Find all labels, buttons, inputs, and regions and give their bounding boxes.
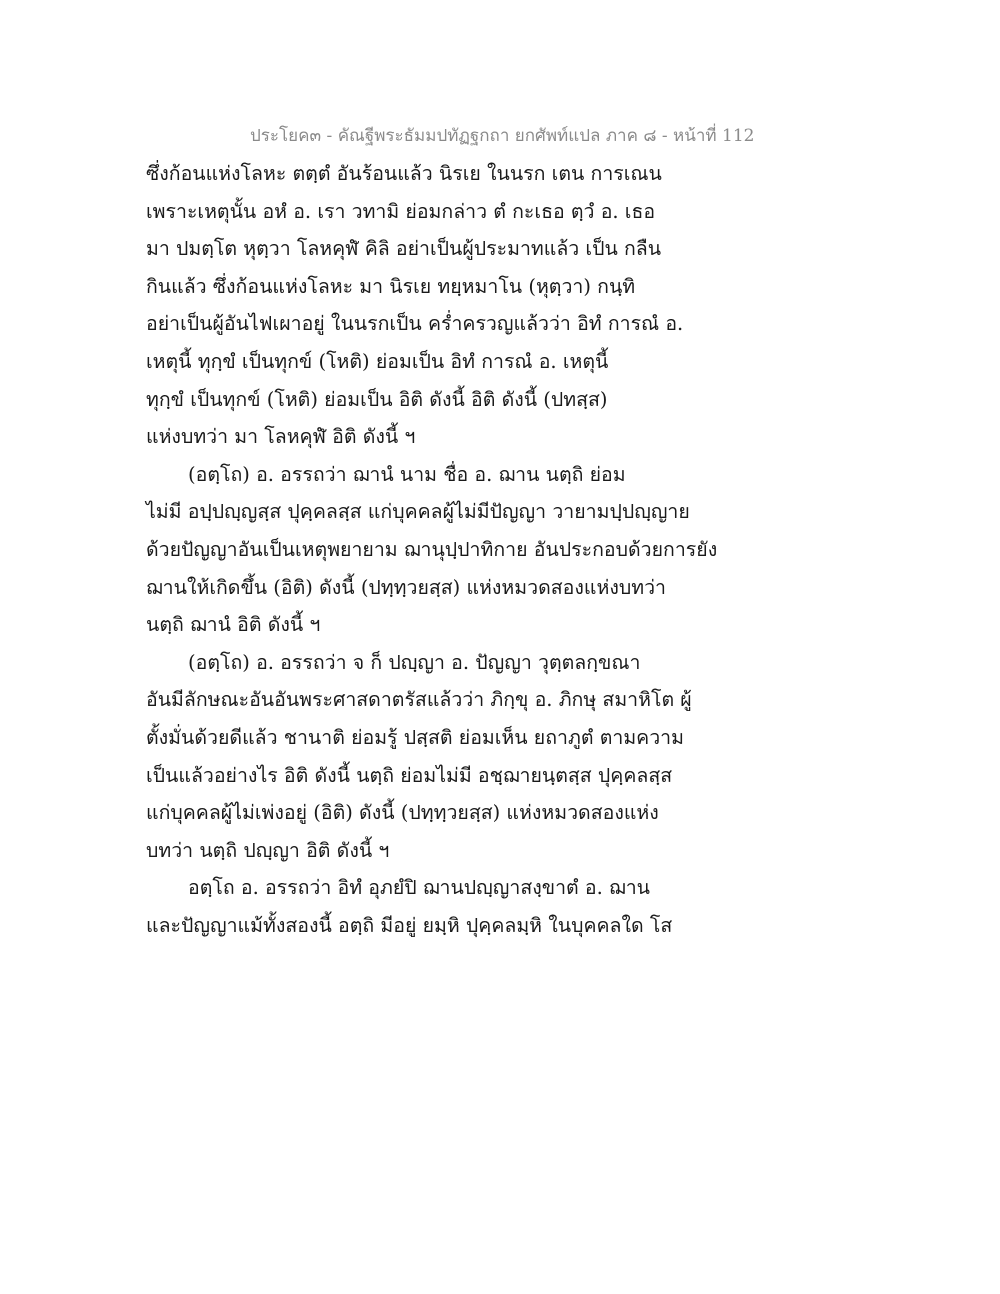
body-text	[146, 160, 718, 949]
text-line: ด้วยปัญญาอันเป็นเหตุพยายาม ฌานุปฺปาทิกาย อันประกอบด้วยการยัง	[146, 537, 718, 561]
text-line-paragraph-start: อตฺโถ อ. อรรถว่า อิทํ อุภยํปิ ฌานปญฺญาสงฺขาตํ อ. ฌาน	[188, 876, 650, 900]
text-line: อย่าเป็นผู้อันไฟเผาอยู่ ในนรกเป็น คร่ำครวญแล้วว่า อิทํ การณํ อ.	[146, 312, 684, 336]
text-line: นตฺถิ ฌานํ อิติ ดังนี้ ฯ	[146, 613, 321, 637]
text-line: กินแล้ว ซึ่งก้อนแห่งโลหะ มา นิรเย ทยฺหมาโน (หุตฺวา) กนฺทิ	[146, 274, 636, 298]
text-line: ฌานให้เกิดขึ้น (อิติ) ดังนี้ (ปทฺทฺวยสฺส) แห่งหมวดสองแห่งบทว่า	[146, 575, 666, 599]
text-line: มา ปมตฺโต หุตฺวา โลหคุฬํ คิลิ อย่าเป็นผู้ประมาทแล้ว เป็น กลืน	[146, 237, 662, 261]
text-line: เหตุนี้ ทุกฺขํ เป็นทุกข์ (โหติ) ย่อมเป็น อิทํ การณํ อ. เหตุนี้	[146, 349, 609, 373]
text-line-paragraph-start: (อตฺโถ) อ. อรรถว่า จ ก็ ปญฺญา อ. ปัญญา วุตฺตลกฺขณา	[188, 650, 641, 674]
text-line: และปัญญาแม้ทั้งสองนี้ อตฺถิ มีอยู่ ยมฺหิ ปุคฺคลมฺหิ ในบุคคลใด โส	[146, 913, 673, 937]
text-line: บทว่า นตฺถิ ปญฺญา อิติ ดังนี้ ฯ	[146, 838, 390, 862]
text-line: ซึ่งก้อนแห่งโลหะ ตตฺตํ อันร้อนแล้ว นิรเย ในนรก เตน การเณน	[146, 162, 662, 185]
text-line: แก่บุคคลผู้ไม่เพ่งอยู่ (อิติ) ดังนี้ (ปทฺทฺวยสฺส) แห่งหมวดสองแห่ง	[146, 801, 659, 825]
text-line: ทุกฺขํ เป็นทุกข์ (โหติ) ย่อมเป็น อิติ ดังนี้ อิติ ดังนี้ (ปทสฺส)	[146, 387, 608, 411]
text-line-paragraph-start: (อตฺโถ) อ. อรรถว่า ฌานํ นาม ชื่อ อ. ฌาน นตฺถิ ย่อม	[188, 462, 626, 486]
text-line: แห่งบทว่า มา โลหคุฬํ อิติ ดังนี้ ฯ	[146, 425, 416, 449]
text-line: เป็นแล้วอย่างไร อิติ ดังนี้ นตฺถิ ย่อมไม่มี อชฺฌายนฺตสฺส ปุคฺคลสฺส	[146, 763, 673, 787]
text-line: อันมีลักษณะอันอันพระศาสดาตรัสแล้วว่า ภิกฺขุ อ. ภิกษุ สมาหิโต ผู้	[146, 688, 692, 712]
text-line: ไม่มี อปฺปญฺญสฺส ปุคฺคลสฺส แก่บุคคลผู้ไม่มีปัญญา วายามปฺปญฺญาย	[146, 500, 690, 524]
text-line: เพราะเหตุนั้น อหํ อ. เรา วทามิ ย่อมกล่าว ตํ กะเธอ ตฺวํ อ. เธอ	[146, 199, 656, 223]
page-header: ประโยค๓ - คัณฐีพระธัมมปทัฏฐกถา ยกศัพท์แปล ภาค ๘ - หน้าที่ 112	[250, 126, 755, 146]
text-line: ตั้งมั่นด้วยดีแล้ว ชานาติ ย่อมรู้ ปสฺสติ ย่อมเห็น ยถาภูตํ ตามความ	[146, 725, 684, 749]
